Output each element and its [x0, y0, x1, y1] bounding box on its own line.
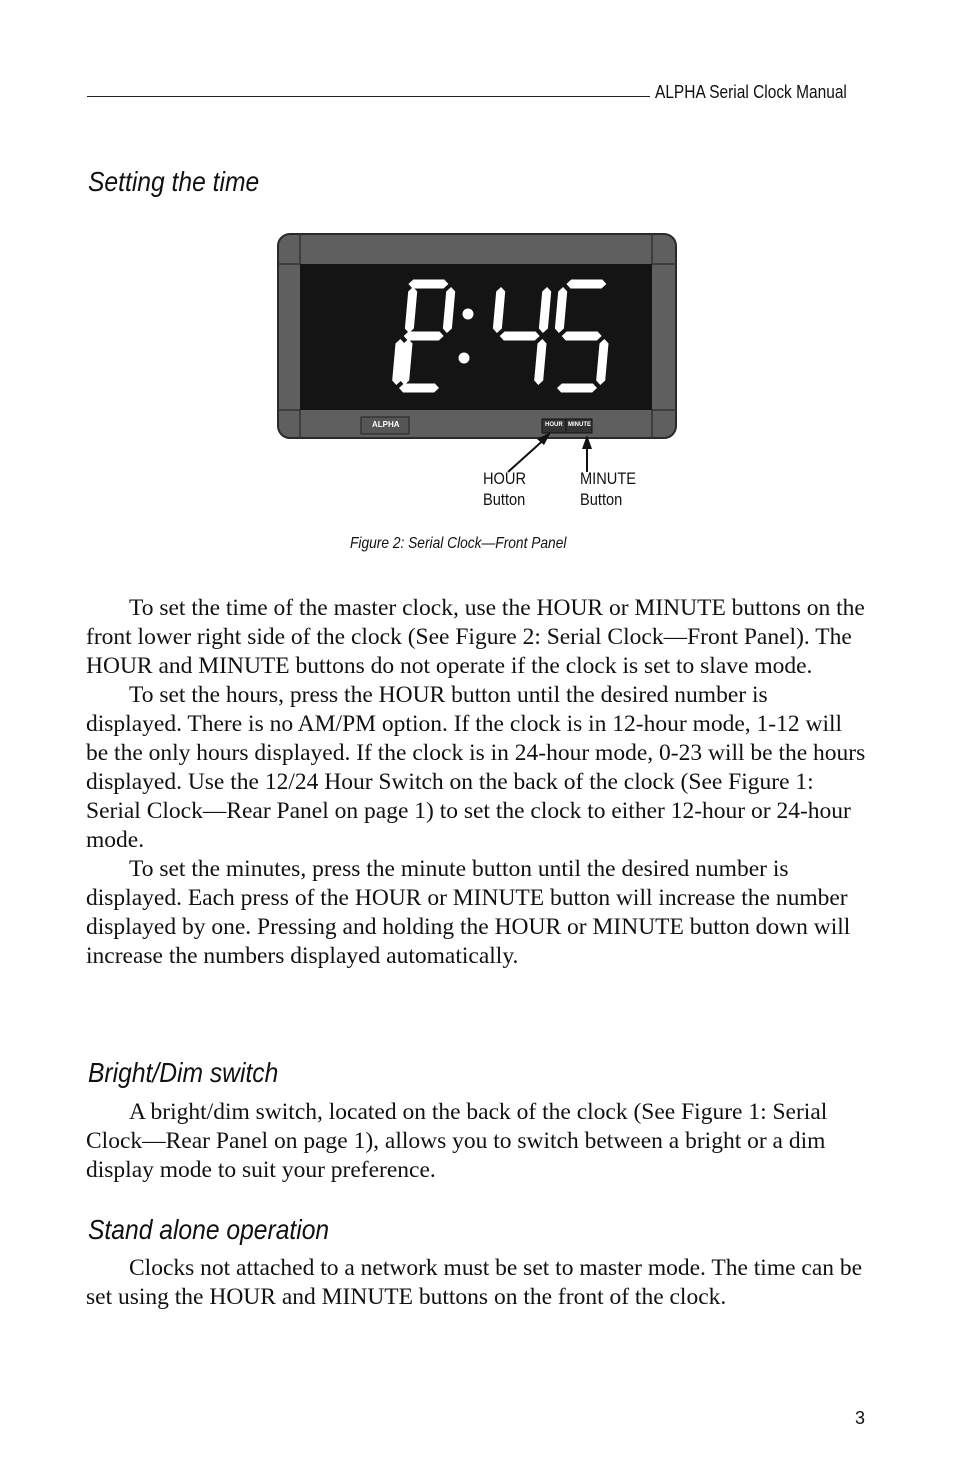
figure-caption: Figure 2: Serial Clock—Front Panel — [350, 535, 567, 552]
heading-setting-the-time: Setting the time — [88, 166, 260, 197]
header-rule — [87, 96, 650, 97]
minute-callout-label: MINUTE Button — [580, 469, 637, 509]
display-segment — [562, 332, 602, 341]
display-segment — [408, 280, 448, 289]
display-segment — [500, 332, 540, 341]
heading-bright-dim-switch: Bright/Dim switch — [88, 1057, 279, 1088]
hour-callout-label: HOUR Button — [483, 469, 527, 509]
figure-front-panel — [276, 232, 678, 522]
body-setting-the-time — [86, 594, 866, 971]
display-segment — [404, 332, 444, 341]
body-stand-alone-operation — [86, 1254, 866, 1312]
paragraph: A bright/dim switch, located on the back of the clock (See Figure 1: Serial Clock—Rear Panel on page 1), allows you to switch between a bright or a dim display mode to suit your preference. — [86, 1099, 828, 1183]
paragraph: To set the hours, press the HOUR button until the desired number is displayed. There is no AM/PM option. If the clock is in 12-hour mode, 1-12 will be the only hours displayed. If the clock is in 24-hour mode, 0-23 will be the hours displayed. Use the 12/24 Hour Switch on the back of the clock (See Figure 1: Serial Clock—Rear Panel on page 1) to set the clock to either 12-hour or 24-hour mode. — [86, 682, 866, 853]
paragraph: Clocks not attached to a network must be set to master mode. The time can be set using the HOUR and MINUTE buttons on the front of the clock. — [86, 1255, 863, 1310]
panel-hour-label: HOUR — [545, 422, 563, 428]
alpha-brand-label: ALPHA — [372, 420, 400, 429]
display-segment — [557, 384, 597, 393]
heading-stand-alone-operation: Stand alone operation — [88, 1214, 330, 1245]
display-segment — [399, 384, 439, 393]
panel-minute-label: MINUTE — [568, 422, 591, 428]
display-segment — [566, 280, 606, 289]
page-number: 3 — [855, 1408, 866, 1428]
paragraph: To set the time of the master clock, use the HOUR or MINUTE buttons on the front lower right side of the clock (See Figure 2: Serial Clock—Front Panel). The HOUR and MINUTE buttons do not operate if the clock is set to slave mode. — [86, 595, 865, 679]
body-bright-dim-switch — [86, 1098, 866, 1185]
colon-dot — [459, 353, 470, 364]
colon-dot — [463, 309, 474, 320]
paragraph: To set the minutes, press the minute button until the desired number is displayed. Each press of the HOUR or MINUTE button will increase the number displayed by one. Pressing and holding the HOUR or MINUTE button down will increase the numbers displayed automatically. — [86, 856, 851, 969]
header-title: ALPHA Serial Clock Manual — [655, 82, 847, 102]
